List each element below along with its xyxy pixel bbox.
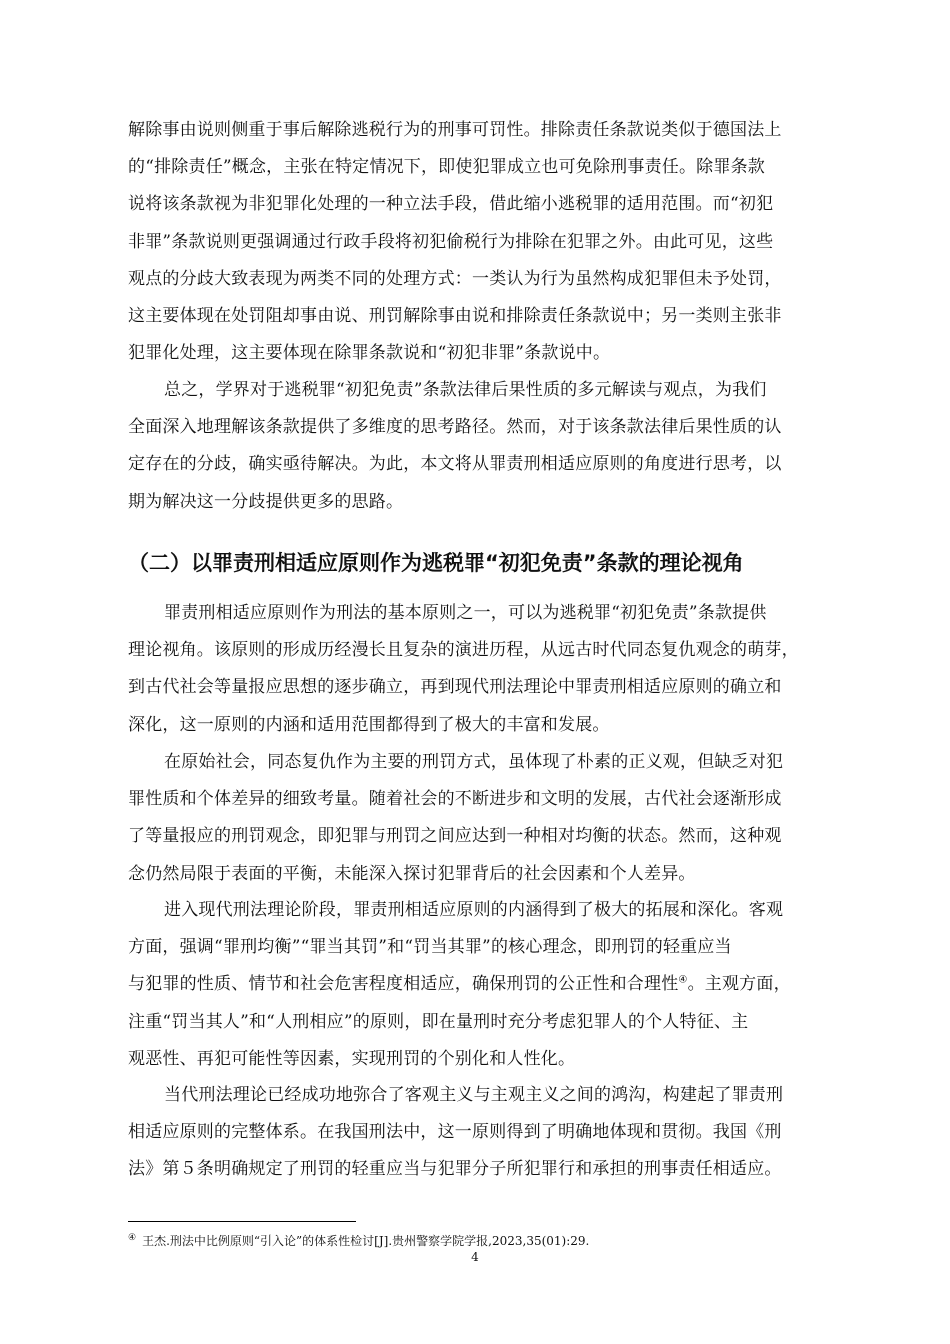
- footnote-text: 王杰.刑法中比例原则“引入论”的体系性检讨[J].贵州警察学院学报,2023,35(01):29.: [142, 1234, 590, 1248]
- paragraph-5: [128, 892, 858, 1078]
- text-segment: 。主观方面，: [687, 974, 791, 995]
- text-line: 进入现代刑法理论阶段，罪责刑相适应原则的内涵得到了极大的拓展和深化。客观: [164, 900, 784, 920]
- text-line: 到古代社会等量报应思想的逐步确立，再到现代刑法理论中罪责刑相适应原则的确立和: [128, 677, 782, 698]
- text-line: 理论视角。该原则的形成历经漫长且复杂的演进历程，从远古时代同态复仇观念的萌芽，: [128, 640, 799, 661]
- text-line: 非罪”条款说则更强调通过行政手段将初犯偷税行为排除在犯罪之外。由此可见，这些: [128, 231, 774, 252]
- text-line: 相适应原则的完整体系。在我国刑法中，这一原则得到了明确地体现和贯彻。我国《刑: [128, 1122, 782, 1143]
- text-line: 定存在的分歧，确实亟待解决。为此，本文将从罪责刑相适应原则的角度进行思考，以: [128, 454, 782, 475]
- text-line: 观点的分歧大致表现为两类不同的处理方式：一类认为行为虽然构成犯罪但未予处罚，: [128, 268, 782, 289]
- section-heading: （二）以罪责刑相适应原则作为逃税罪“初犯免责”条款的理论视角: [128, 551, 744, 575]
- text-line: 了等量报应的刑罚观念，即犯罪与刑罚之间应达到一种相对均衡的状态。然而，这种观: [128, 826, 782, 847]
- text-line: 法》第５条明确规定了刑罚的轻重应当与犯罪分子所犯罪行和承担的刑事责任相适应。: [128, 1159, 782, 1180]
- text-segment: 与犯罪的性质、情节和社会危害程度相适应，确保刑罚的公正性和合理性: [128, 974, 679, 995]
- paragraph-6: [128, 1077, 858, 1189]
- paragraph-1: [128, 112, 858, 372]
- paragraph-3: [128, 595, 858, 744]
- text-line: 观恶性、再犯可能性等因素，实现刑罚的个别化和人性化。: [128, 1048, 576, 1069]
- page-number: 4: [471, 1250, 479, 1264]
- paragraph-4: [128, 744, 858, 893]
- text-line: 罪责刑相适应原则作为刑法的基本原则之一，可以为逃税罪“初犯免责”条款提供: [164, 603, 767, 623]
- text-line: 方面，强调“罪刑均衡”“罪当其罚”和“罚当其罪”的核心理念，即刑罚的轻重应当: [128, 937, 732, 958]
- text-line: 这主要体现在处罚阻却事由说、刑罚解除事由说和排除责任条款说中；另一类则主张非: [128, 306, 782, 327]
- footnote-mark: ④: [128, 1233, 137, 1243]
- footnote-divider: [128, 1221, 356, 1222]
- text-line: 总之，学界对于逃税罪“初犯免责”条款法律后果性质的多元解读与观点，为我们: [164, 380, 767, 400]
- footnote: [128, 1230, 858, 1249]
- text-line: 念仍然局限于表面的平衡，未能深入探讨犯罪背后的社会因素和个人差异。: [128, 863, 696, 884]
- text-line: 说将该条款视为非犯罪化处理的一种立法手段，借此缩小逃税罪的适用范围。而“初犯: [128, 194, 774, 215]
- text-line: 罪性质和个体差异的细致考量。随着社会的不断进步和文明的发展，古代社会逐渐形成: [128, 789, 782, 810]
- text-line: 犯罪化处理，这主要体现在除罪条款说和“初犯非罪”条款说中。: [128, 343, 611, 364]
- text-line: 深化，这一原则的内涵和适用范围都得到了极大的丰富和发展。: [128, 714, 610, 735]
- text-line: 期为解决这一分歧提供更多的思路。: [128, 491, 404, 512]
- text-line: 注重“罚当其人”和“人刑相应”的原则，即在量刑时充分考虑犯罪人的个人特征、主: [128, 1011, 749, 1032]
- paragraph-2: [128, 372, 858, 521]
- text-line: 在原始社会，同态复仇作为主要的刑罚方式，虽体现了朴素的正义观，但缺乏对犯: [164, 752, 784, 772]
- footnote-reference[interactable]: ④: [678, 974, 688, 986]
- text-line: 解除事由说则侧重于事后解除逃税行为的刑事可罚性。排除责任条款说类似于德国法上: [128, 120, 782, 140]
- text-line: 全面深入地理解该条款提供了多维度的思考路径。然而，对于该条款法律后果性质的认: [128, 417, 782, 438]
- text-line: 当代刑法理论已经成功地弥合了客观主义与主观主义之间的鸿沟，构建起了罪责刑: [164, 1085, 784, 1105]
- text-line: [128, 966, 858, 1003]
- text-line: 的“排除责任”概念，主张在特定情况下，即使犯罪成立也可免除刑事责任。除罪条款: [128, 157, 765, 178]
